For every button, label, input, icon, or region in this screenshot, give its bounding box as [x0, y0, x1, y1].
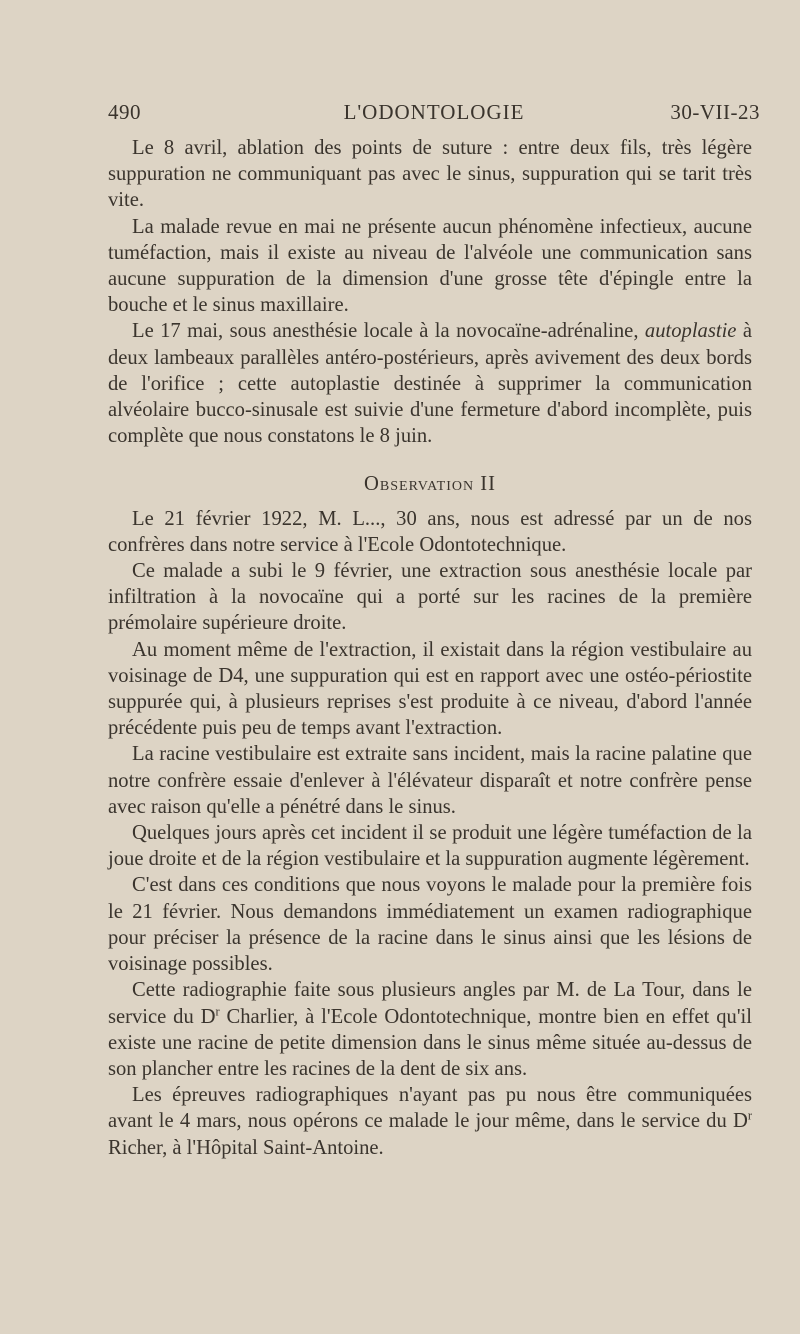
superscript-r: r: [747, 1108, 752, 1123]
page-number: 490: [108, 100, 141, 124]
paragraph-2: La malade revue en mai ne présente aucun phénomène infectieux, aucune tuméfaction, mais il existe au niveau de l'alvéole une communication sans aucune suppuration de la dimension d'une grosse tête d'épingle entre la bouche et le sinus maxillaire.: [108, 215, 752, 317]
body-text: [108, 135, 752, 1161]
superscript-r: r: [215, 1004, 220, 1019]
paragraph-11-start: Les épreuves radiographiques n'ayant pas pu nous être communiquées avant le 4 mars, nous opérons ce malade le jour même, dans le service du D: [108, 1084, 752, 1133]
paragraph-10-start: Cette radiographie faite sous plusieurs angles par M. de La Tour, dans le service du D: [108, 979, 752, 1028]
paragraph-3: [108, 318, 752, 449]
paragraph-1: Le 8 avril, ablation des points de suture : entre deux fils, très légère suppuration ne communiquant pas avec le sinus, suppuration qui se tarit très vite.: [108, 137, 752, 212]
paragraph-3-end: à deux lambeaux parallèles antéro-postérieurs, après avivement des deux bords de l'orifice ; cette autoplastie destinée à supprimer la communication alvéolaire bucco-sinusale est suivie d'une fermeture d'abord incomplète, puis complète que nous constatons le 8 juin.: [108, 320, 752, 448]
running-header: [108, 100, 760, 130]
paragraph-3-start: Le 17 mai, sous anesthésie locale à la novocaïne-adrénaline,: [132, 320, 639, 343]
paragraph-4: Le 21 février 1922, M. L..., 30 ans, nous est adressé par un de nos confrères dans notre service à l'Ecole Odontotechnique.: [108, 507, 752, 556]
paragraph-10-end: Charlier, à l'Ecole Odontotechnique, montre bien en effet qu'il existe une racine de petite dimension dans le sinus même située au-dessus de son plancher entre les racines de la dent de six ans.: [108, 1005, 752, 1080]
emphasis-autoplastie: autoplastie: [644, 320, 737, 343]
paragraph-11: [108, 1082, 752, 1161]
issue-date: 30-VII-23: [670, 100, 760, 124]
section-heading: Observation II: [364, 473, 496, 496]
paragraph-10: [108, 977, 752, 1082]
paragraph-9: C'est dans ces conditions que nous voyons le malade pour la première fois le 21 février. Nous demandons immédiatement un examen radiographique pour préciser la présence de la racine dans le sinus ainsi que les lésions de voisinage possibles.: [108, 874, 752, 976]
paragraph-11-end: Richer, à l'Hôpital Saint-Antoine.: [108, 1136, 384, 1159]
paragraph-5: Ce malade a subi le 9 février, une extraction sous anesthésie locale par infiltration à la novocaïne qui a porté sur les racines de la première prémolaire supérieure droite.: [108, 560, 752, 635]
journal-title: L'ODONTOLOGIE: [343, 100, 525, 124]
paragraph-6: Au moment même de l'extraction, il existait dans la région vestibulaire au voisinage de D4, une suppuration qui est en rapport avec une ostéo-périostite suppurée qui, à plusieurs reprises s'est produite à ce niveau, d'abord l'année précédente puis peu de temps avant l'extraction.: [108, 638, 752, 740]
paragraph-7: La racine vestibulaire est extraite sans incident, mais la racine palatine que notre confrère essaie d'enlever à l'élévateur disparaît et notre confrère pense avec raison qu'elle a pénétré dans le sinus.: [108, 743, 752, 818]
paragraph-8: Quelques jours après cet incident il se produit une légère tuméfaction de la joue droite et de la région vestibulaire et la suppuration augmente légèrement.: [108, 822, 752, 871]
